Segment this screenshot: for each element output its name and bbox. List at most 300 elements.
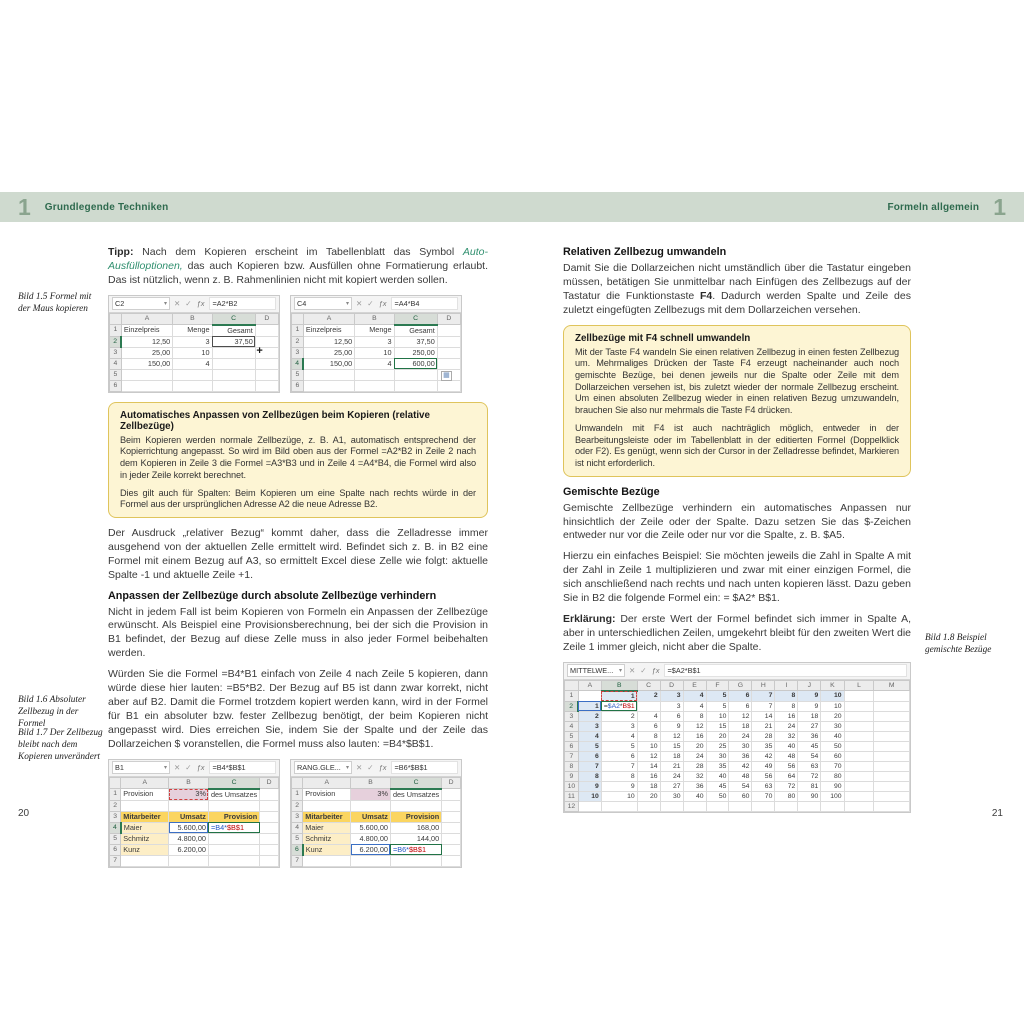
cell-D6[interactable] — [437, 380, 460, 391]
cell-F10[interactable]: 45 — [706, 781, 729, 791]
column-header-A[interactable]: A — [303, 777, 351, 789]
cell-F11[interactable]: 50 — [706, 791, 729, 801]
column-header-B[interactable]: B — [355, 313, 394, 325]
cell-D10[interactable]: 27 — [660, 781, 683, 791]
cell-G12[interactable] — [729, 801, 752, 811]
column-header-B[interactable]: B — [169, 777, 209, 789]
cell-G11[interactable]: 60 — [729, 791, 752, 801]
row-header-7[interactable]: 7 — [565, 751, 579, 761]
cell-C6[interactable] — [208, 844, 259, 855]
cell-I12[interactable] — [775, 801, 798, 811]
cell-E5[interactable]: 16 — [683, 731, 706, 741]
cell-C7[interactable] — [390, 855, 441, 866]
row-header-4[interactable]: 4 — [110, 358, 122, 369]
row-header-2[interactable]: 2 — [292, 336, 304, 347]
row-header-4[interactable]: 4 — [565, 721, 579, 731]
cell-A6[interactable]: Kunz — [121, 844, 169, 855]
cell-D1[interactable]: 3 — [660, 691, 683, 702]
cell-A10[interactable]: 9 — [578, 781, 601, 791]
cell-E7[interactable]: 24 — [683, 751, 706, 761]
select-all-corner[interactable] — [292, 313, 304, 325]
column-header-A[interactable]: A — [121, 777, 169, 789]
cell-A5[interactable]: Schmitz — [303, 833, 351, 844]
cell-B3[interactable]: Umsatz — [351, 811, 391, 822]
cell-C1[interactable]: 2 — [637, 691, 660, 702]
cell-C4[interactable] — [212, 358, 255, 369]
column-header-A[interactable]: A — [121, 313, 172, 325]
cell-F2[interactable]: 5 — [706, 701, 729, 711]
cell-B9[interactable]: 8 — [601, 771, 637, 781]
cell-H1[interactable]: 7 — [752, 691, 775, 702]
cell-D5[interactable] — [260, 833, 279, 844]
column-header-D[interactable]: D — [260, 777, 279, 789]
cell-H8[interactable]: 49 — [752, 761, 775, 771]
row-header-5[interactable]: 5 — [110, 833, 121, 844]
cell-C1[interactable]: Gesamt — [394, 325, 437, 337]
cell-C1[interactable]: Gesamt — [212, 325, 255, 337]
row-header-4[interactable]: 4 — [110, 822, 121, 833]
cell-H10[interactable]: 63 — [752, 781, 775, 791]
cell-C10[interactable]: 18 — [637, 781, 660, 791]
cell-K7[interactable]: 60 — [821, 751, 844, 761]
row-header-3[interactable]: 3 — [110, 811, 121, 822]
cell-D5[interactable]: 12 — [660, 731, 683, 741]
cell-D1[interactable] — [260, 789, 279, 801]
cell-D2[interactable] — [260, 800, 279, 811]
cell-F1[interactable]: 5 — [706, 691, 729, 702]
column-header-A[interactable]: A — [578, 680, 601, 691]
cell-E3[interactable]: 8 — [683, 711, 706, 721]
row-header-5[interactable]: 5 — [110, 369, 122, 380]
cell-C2[interactable] — [637, 701, 660, 711]
cell-L3[interactable] — [844, 711, 874, 721]
cell-H9[interactable]: 56 — [752, 771, 775, 781]
cell-J10[interactable]: 81 — [798, 781, 821, 791]
cell-A6[interactable]: Kunz — [303, 844, 351, 855]
cell-M11[interactable] — [874, 791, 910, 801]
cell-G4[interactable]: 18 — [729, 721, 752, 731]
cell-J6[interactable]: 45 — [798, 741, 821, 751]
cell-B1[interactable]: 1 — [601, 691, 637, 702]
cell-M10[interactable] — [874, 781, 910, 791]
cell-B1[interactable]: 3% — [169, 789, 209, 801]
insert-function-icon[interactable]: ƒx — [651, 666, 660, 676]
cell-D4[interactable] — [442, 822, 461, 833]
cell-L5[interactable] — [844, 731, 874, 741]
cell-C2[interactable]: 37,50 + — [212, 336, 255, 347]
cell-C7[interactable]: 12 — [637, 751, 660, 761]
name-box-dropdown-icon[interactable]: ▾ — [163, 765, 167, 772]
row-header-3[interactable]: 3 — [292, 811, 303, 822]
cell-M8[interactable] — [874, 761, 910, 771]
cell-name-box[interactable] — [112, 297, 170, 310]
cell-B12[interactable] — [601, 801, 637, 811]
row-header-11[interactable]: 11 — [565, 791, 579, 801]
cell-B7[interactable] — [351, 855, 391, 866]
cell-K3[interactable]: 20 — [821, 711, 844, 721]
name-box-dropdown-icon[interactable]: ▾ — [618, 668, 622, 675]
row-header-12[interactable]: 12 — [565, 801, 579, 811]
select-all-corner[interactable] — [110, 777, 121, 789]
cell-I11[interactable]: 80 — [775, 791, 798, 801]
cell-A4[interactable]: 150,00 — [121, 358, 172, 369]
cell-A2[interactable]: 12,50 — [303, 336, 354, 347]
cell-F6[interactable]: 25 — [706, 741, 729, 751]
cell-C5[interactable] — [208, 833, 259, 844]
cell-A1[interactable]: Provision — [121, 789, 169, 801]
cell-C6[interactable] — [394, 380, 437, 391]
cell-H7[interactable]: 42 — [752, 751, 775, 761]
cell-B5[interactable]: 4.800,00 — [351, 833, 391, 844]
row-header-3[interactable]: 3 — [565, 711, 579, 721]
cell-A9[interactable]: 8 — [578, 771, 601, 781]
cell-B3[interactable]: Umsatz — [169, 811, 209, 822]
cell-G5[interactable]: 24 — [729, 731, 752, 741]
cell-D1[interactable] — [255, 325, 278, 337]
cell-H3[interactable]: 14 — [752, 711, 775, 721]
cell-C2[interactable] — [390, 800, 441, 811]
cell-M12[interactable] — [874, 801, 910, 811]
cell-J7[interactable]: 54 — [798, 751, 821, 761]
cell-D11[interactable]: 30 — [660, 791, 683, 801]
cell-J2[interactable]: 9 — [798, 701, 821, 711]
formula-bar[interactable]: =B4*$B$1 — [209, 761, 276, 774]
cell-A5[interactable]: Schmitz — [121, 833, 169, 844]
cell-C2[interactable] — [208, 800, 259, 811]
cell-L9[interactable] — [844, 771, 874, 781]
cell-H2[interactable]: 7 — [752, 701, 775, 711]
column-header-C[interactable]: C — [637, 680, 660, 691]
cell-A4[interactable]: Maier — [303, 822, 351, 833]
enter-icon[interactable]: ✓ — [367, 299, 374, 309]
cell-G10[interactable]: 54 — [729, 781, 752, 791]
cell-B5[interactable]: 4 — [601, 731, 637, 741]
cell-D1[interactable] — [442, 789, 461, 801]
cell-B7[interactable]: 6 — [601, 751, 637, 761]
cell-C3[interactable]: 250,00 — [394, 347, 437, 358]
cell-J8[interactable]: 63 — [798, 761, 821, 771]
cell-C3[interactable]: Provision — [390, 811, 441, 822]
cell-L10[interactable] — [844, 781, 874, 791]
cell-A3[interactable]: 25,00 — [303, 347, 354, 358]
cell-B6[interactable] — [355, 380, 394, 391]
cell-F4[interactable]: 15 — [706, 721, 729, 731]
column-header-B[interactable]: B — [351, 777, 391, 789]
cell-B4[interactable]: 5.600,00 — [351, 822, 391, 833]
cell-D6[interactable] — [442, 844, 461, 855]
cell-I5[interactable]: 32 — [775, 731, 798, 741]
cell-M5[interactable] — [874, 731, 910, 741]
enter-icon[interactable]: ✓ — [367, 763, 374, 773]
row-header-10[interactable]: 10 — [565, 781, 579, 791]
cell-L2[interactable] — [844, 701, 874, 711]
cell-M6[interactable] — [874, 741, 910, 751]
cell-B3[interactable]: 10 — [355, 347, 394, 358]
cell-C5[interactable] — [394, 369, 437, 380]
cell-L4[interactable] — [844, 721, 874, 731]
cell-B6[interactable]: 6.200,00 — [351, 844, 391, 855]
cell-C3[interactable]: 4 — [637, 711, 660, 721]
cell-G3[interactable]: 12 — [729, 711, 752, 721]
cell-I3[interactable]: 16 — [775, 711, 798, 721]
cell-A4[interactable]: 3 — [578, 721, 601, 731]
cell-E12[interactable] — [683, 801, 706, 811]
cell-C4[interactable]: 6 — [637, 721, 660, 731]
cell-G8[interactable]: 42 — [729, 761, 752, 771]
cell-A6[interactable] — [303, 380, 354, 391]
cell-A5[interactable]: 4 — [578, 731, 601, 741]
cell-B2[interactable]: 3 — [173, 336, 212, 347]
cell-F3[interactable]: 10 — [706, 711, 729, 721]
column-header-B[interactable]: B — [601, 680, 637, 691]
cell-J5[interactable]: 36 — [798, 731, 821, 741]
cell-I10[interactable]: 72 — [775, 781, 798, 791]
enter-icon[interactable]: ✓ — [185, 763, 192, 773]
cancel-icon[interactable]: ✕ — [629, 666, 636, 676]
cell-B2[interactable]: =$A2*B$1 — [601, 701, 637, 711]
cell-F12[interactable] — [706, 801, 729, 811]
cell-D6[interactable] — [255, 380, 278, 391]
cell-E6[interactable]: 20 — [683, 741, 706, 751]
column-header-D[interactable]: D — [255, 313, 278, 325]
cell-A3[interactable]: 2 — [578, 711, 601, 721]
column-header-E[interactable]: E — [683, 680, 706, 691]
column-header-L[interactable]: L — [844, 680, 874, 691]
cell-C3[interactable] — [212, 347, 255, 358]
cell-B5[interactable]: 4.800,00 — [169, 833, 209, 844]
column-header-D[interactable]: D — [442, 777, 461, 789]
formula-bar[interactable]: =A4*B4 — [391, 297, 458, 310]
cell-D3[interactable] — [437, 347, 460, 358]
cell-E2[interactable]: 4 — [683, 701, 706, 711]
cell-C6[interactable] — [212, 380, 255, 391]
cell-C5[interactable]: 144,00 — [390, 833, 441, 844]
cell-B4[interactable]: 4 — [173, 358, 212, 369]
cell-A4[interactable]: Maier — [121, 822, 169, 833]
row-header-6[interactable]: 6 — [110, 380, 122, 391]
cell-A6[interactable] — [121, 380, 172, 391]
cell-B2[interactable]: 3 — [355, 336, 394, 347]
cell-B2[interactable] — [169, 800, 209, 811]
cell-J9[interactable]: 72 — [798, 771, 821, 781]
cell-I8[interactable]: 56 — [775, 761, 798, 771]
cell-K10[interactable]: 90 — [821, 781, 844, 791]
cell-D6[interactable]: 15 — [660, 741, 683, 751]
cell-A3[interactable]: Mitarbeiter — [303, 811, 351, 822]
cell-J12[interactable] — [798, 801, 821, 811]
cell-G9[interactable]: 48 — [729, 771, 752, 781]
row-header-5[interactable]: 5 — [292, 833, 303, 844]
cell-C2[interactable]: 37,50 — [394, 336, 437, 347]
insert-function-icon[interactable]: ƒx — [196, 763, 205, 773]
column-header-I[interactable]: I — [775, 680, 798, 691]
cell-D6[interactable] — [260, 844, 279, 855]
cell-E8[interactable]: 28 — [683, 761, 706, 771]
cell-B4[interactable]: 5.600,00 — [169, 822, 209, 833]
cell-G2[interactable]: 6 — [729, 701, 752, 711]
cell-C1[interactable]: des Umsatzes — [390, 789, 441, 801]
column-header-B[interactable]: B — [173, 313, 212, 325]
select-all-corner[interactable] — [292, 777, 303, 789]
cell-A1[interactable] — [578, 691, 601, 702]
cell-D3[interactable] — [260, 811, 279, 822]
cell-M3[interactable] — [874, 711, 910, 721]
cell-A2[interactable]: 12,50 — [121, 336, 172, 347]
cell-A8[interactable]: 7 — [578, 761, 601, 771]
cell-A7[interactable] — [303, 855, 351, 866]
cell-A12[interactable] — [578, 801, 601, 811]
row-header-1[interactable]: 1 — [110, 789, 121, 801]
formula-bar[interactable]: =A2*B2 — [209, 297, 276, 310]
row-header-6[interactable]: 6 — [565, 741, 579, 751]
cell-K6[interactable]: 50 — [821, 741, 844, 751]
cell-K8[interactable]: 70 — [821, 761, 844, 771]
row-header-1[interactable]: 1 — [565, 691, 579, 702]
cell-F5[interactable]: 20 — [706, 731, 729, 741]
cell-M2[interactable] — [874, 701, 910, 711]
name-box-dropdown-icon[interactable]: ▾ — [345, 765, 349, 772]
cell-H5[interactable]: 28 — [752, 731, 775, 741]
cell-E11[interactable]: 40 — [683, 791, 706, 801]
cell-G6[interactable]: 30 — [729, 741, 752, 751]
cell-I2[interactable]: 8 — [775, 701, 798, 711]
cell-A7[interactable]: 6 — [578, 751, 601, 761]
row-header-1[interactable]: 1 — [292, 325, 304, 337]
cell-B6[interactable]: 6.200,00 — [169, 844, 209, 855]
cell-G1[interactable]: 6 — [729, 691, 752, 702]
cell-L8[interactable] — [844, 761, 874, 771]
cell-D5[interactable] — [442, 833, 461, 844]
row-header-4[interactable]: 4 — [292, 822, 303, 833]
cell-I9[interactable]: 64 — [775, 771, 798, 781]
cell-B11[interactable]: 10 — [601, 791, 637, 801]
column-header-J[interactable]: J — [798, 680, 821, 691]
column-header-C[interactable]: C — [394, 313, 437, 325]
select-all-corner[interactable] — [110, 313, 122, 325]
cell-B1[interactable]: Menge — [173, 325, 212, 337]
cell-name-box[interactable] — [294, 761, 352, 774]
cancel-icon[interactable]: ✕ — [356, 299, 363, 309]
cell-E10[interactable]: 36 — [683, 781, 706, 791]
cell-A3[interactable]: 25,00 — [121, 347, 172, 358]
cell-A7[interactable] — [121, 855, 169, 866]
cell-D2[interactable] — [437, 336, 460, 347]
cell-L1[interactable] — [844, 691, 874, 702]
row-header-6[interactable]: 6 — [110, 844, 121, 855]
cell-B6[interactable]: 5 — [601, 741, 637, 751]
cell-A6[interactable]: 5 — [578, 741, 601, 751]
insert-function-icon[interactable]: ƒx — [378, 763, 387, 773]
cell-K9[interactable]: 80 — [821, 771, 844, 781]
cell-I1[interactable]: 8 — [775, 691, 798, 702]
cell-C6[interactable]: 10 — [637, 741, 660, 751]
cell-C7[interactable] — [208, 855, 259, 866]
cell-M9[interactable] — [874, 771, 910, 781]
cell-H4[interactable]: 21 — [752, 721, 775, 731]
cell-B3[interactable]: 10 — [173, 347, 212, 358]
cell-B4[interactable]: 4 — [355, 358, 394, 369]
row-header-5[interactable]: 5 — [292, 369, 304, 380]
cell-C9[interactable]: 16 — [637, 771, 660, 781]
cell-D7[interactable] — [260, 855, 279, 866]
cell-C4[interactable]: 600,00 ▦ — [394, 358, 437, 369]
name-box-dropdown-icon[interactable]: ▾ — [345, 301, 349, 308]
cell-I7[interactable]: 48 — [775, 751, 798, 761]
cell-G7[interactable]: 36 — [729, 751, 752, 761]
name-box-dropdown-icon[interactable]: ▾ — [163, 301, 167, 308]
cell-A5[interactable] — [121, 369, 172, 380]
row-header-8[interactable]: 8 — [565, 761, 579, 771]
cell-K12[interactable] — [821, 801, 844, 811]
cell-D3[interactable]: 6 — [660, 711, 683, 721]
row-header-3[interactable]: 3 — [110, 347, 122, 358]
cell-D5[interactable] — [255, 369, 278, 380]
cell-D12[interactable] — [660, 801, 683, 811]
row-header-2[interactable]: 2 — [565, 701, 579, 711]
row-header-1[interactable]: 1 — [292, 789, 303, 801]
column-header-F[interactable]: F — [706, 680, 729, 691]
cell-D9[interactable]: 24 — [660, 771, 683, 781]
cell-K4[interactable]: 30 — [821, 721, 844, 731]
cell-M1[interactable] — [874, 691, 910, 702]
column-header-D[interactable]: D — [660, 680, 683, 691]
cell-M4[interactable] — [874, 721, 910, 731]
row-header-9[interactable]: 9 — [565, 771, 579, 781]
column-header-C[interactable]: C — [208, 777, 259, 789]
cell-J1[interactable]: 9 — [798, 691, 821, 702]
cell-B1[interactable]: 3% — [351, 789, 391, 801]
cell-H12[interactable] — [752, 801, 775, 811]
cell-A2[interactable] — [121, 800, 169, 811]
cell-H6[interactable]: 35 — [752, 741, 775, 751]
insert-function-icon[interactable]: ƒx — [378, 299, 387, 309]
formula-bar[interactable]: =B6*$B$1 — [391, 761, 458, 774]
cell-B8[interactable]: 7 — [601, 761, 637, 771]
cell-I4[interactable]: 24 — [775, 721, 798, 731]
cell-C8[interactable]: 14 — [637, 761, 660, 771]
cell-C12[interactable] — [637, 801, 660, 811]
cell-name-box[interactable] — [567, 664, 625, 677]
cell-D1[interactable] — [437, 325, 460, 337]
cancel-icon[interactable]: ✕ — [356, 763, 363, 773]
cell-D4[interactable] — [255, 358, 278, 369]
cell-A2[interactable]: 1 — [578, 701, 601, 711]
cell-A1[interactable]: Einzelpreis — [121, 325, 172, 337]
cell-D4[interactable] — [260, 822, 279, 833]
cell-C4[interactable]: 168,00 — [390, 822, 441, 833]
cell-L7[interactable] — [844, 751, 874, 761]
cell-E9[interactable]: 32 — [683, 771, 706, 781]
cell-A5[interactable] — [303, 369, 354, 380]
cell-K11[interactable]: 100 — [821, 791, 844, 801]
cell-L6[interactable] — [844, 741, 874, 751]
row-header-2[interactable]: 2 — [110, 800, 121, 811]
cell-B7[interactable] — [169, 855, 209, 866]
cell-B4[interactable]: 3 — [601, 721, 637, 731]
cell-C11[interactable]: 20 — [637, 791, 660, 801]
cancel-icon[interactable]: ✕ — [174, 299, 181, 309]
cell-C3[interactable]: Provision — [208, 811, 259, 822]
cell-A11[interactable]: 10 — [578, 791, 601, 801]
row-header-6[interactable]: 6 — [292, 844, 303, 855]
cell-A2[interactable] — [303, 800, 351, 811]
column-header-C[interactable]: C — [212, 313, 255, 325]
cell-name-box[interactable] — [112, 761, 170, 774]
cell-J4[interactable]: 27 — [798, 721, 821, 731]
row-header-5[interactable]: 5 — [565, 731, 579, 741]
cell-A3[interactable]: Mitarbeiter — [121, 811, 169, 822]
cell-J11[interactable]: 90 — [798, 791, 821, 801]
